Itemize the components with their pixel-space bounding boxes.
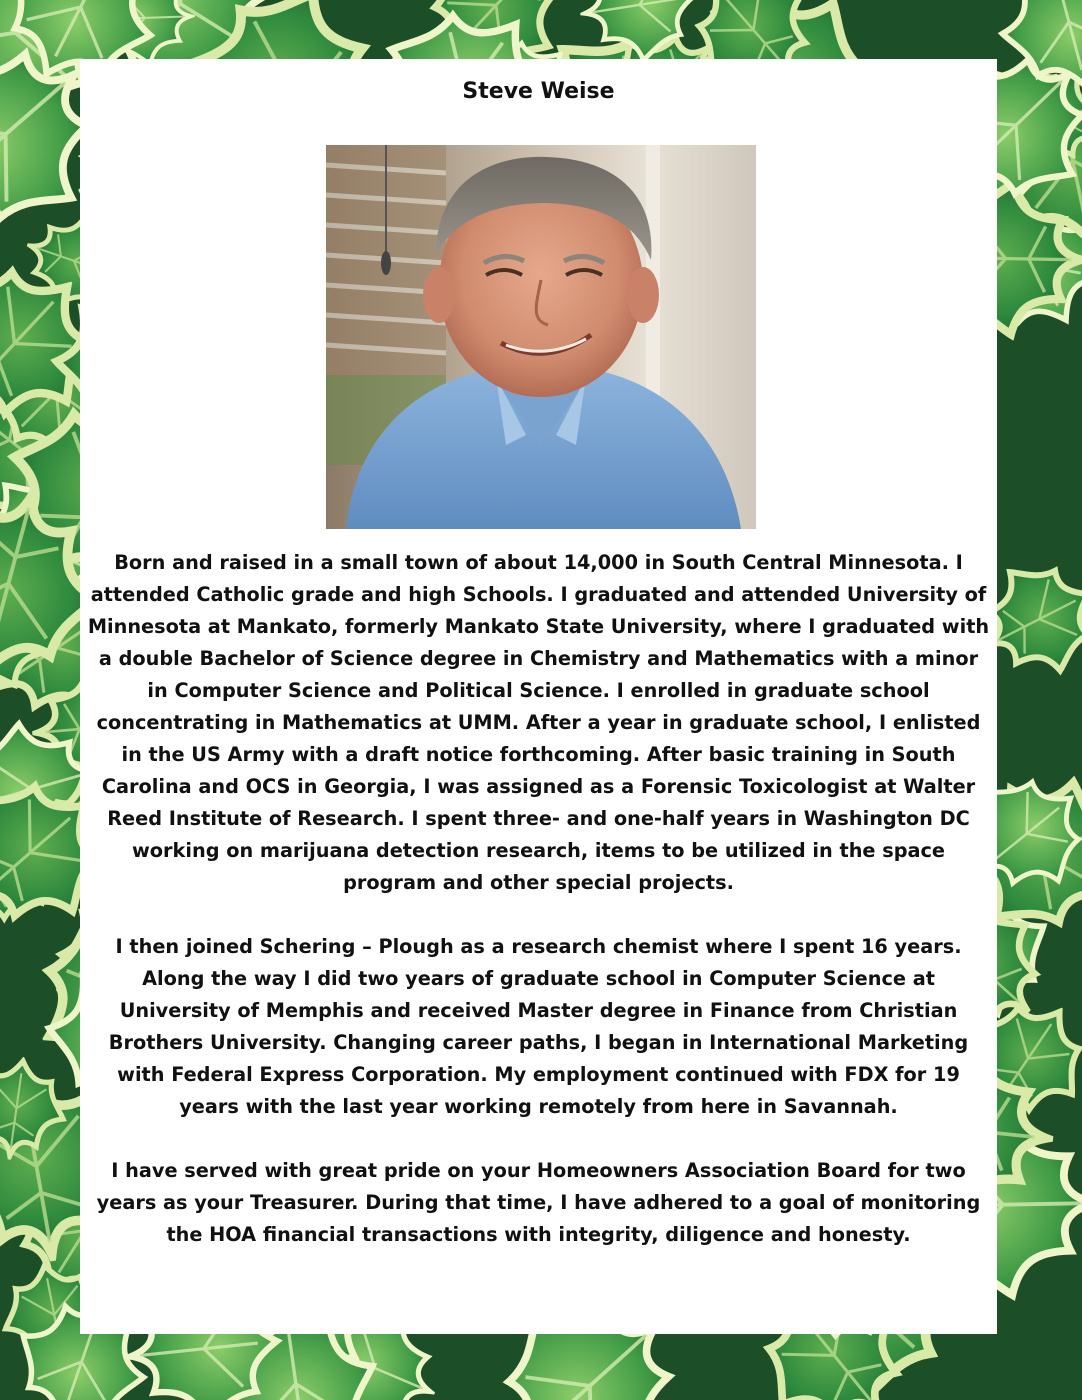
- portrait-photo: [326, 145, 756, 529]
- page-title: Steve Weise: [462, 79, 615, 104]
- bio-paragraph-2: I then joined Schering – Plough as a research chemist where I spent 16 years. Along the way I did two years of graduate school in Computer Science at University of Memphis and received Master degree in Finance from Christian Brothers University. Changing career paths, I began in International Marketing with Federal Express Corporation. My employment continued with FDX for 19 years with the last year working remotely from here in Savannah.: [108, 935, 969, 1118]
- bio-paragraph-1: Born and raised in a small town of about 14,000 in South Central Minnesota. I attended Catholic grade and high Schools. I graduated and attended University of Minnesota at Mankato, formerly Mankato State University, where I graduated with a double Bachelor of Science degree in Chemistry and Mathematics with a minor in Computer Science and Political Science. I enrolled in graduate school concentrating in Mathematics at UMM. After a year in graduate school, I enlisted in the US Army with a draft notice forthcoming. After basic training in South Carolina and OCS in Georgia, I was assigned as a Forensic Toxicologist at Walter Reed Institute of Research. I spent three- and one-half years in Washington DC working on marijuana detection research, items to be utilized in the space program and other special projects.: [87, 551, 990, 894]
- bio-paragraph-3: I have served with great pride on your Homeowners Association Board for two years as your Treasurer. During that time, I have adhered to a goal of monitoring the HOA financial transactions with integrity, diligence and honesty.: [96, 1159, 981, 1246]
- bio-card: [80, 59, 997, 1334]
- biography-text: [86, 547, 991, 1251]
